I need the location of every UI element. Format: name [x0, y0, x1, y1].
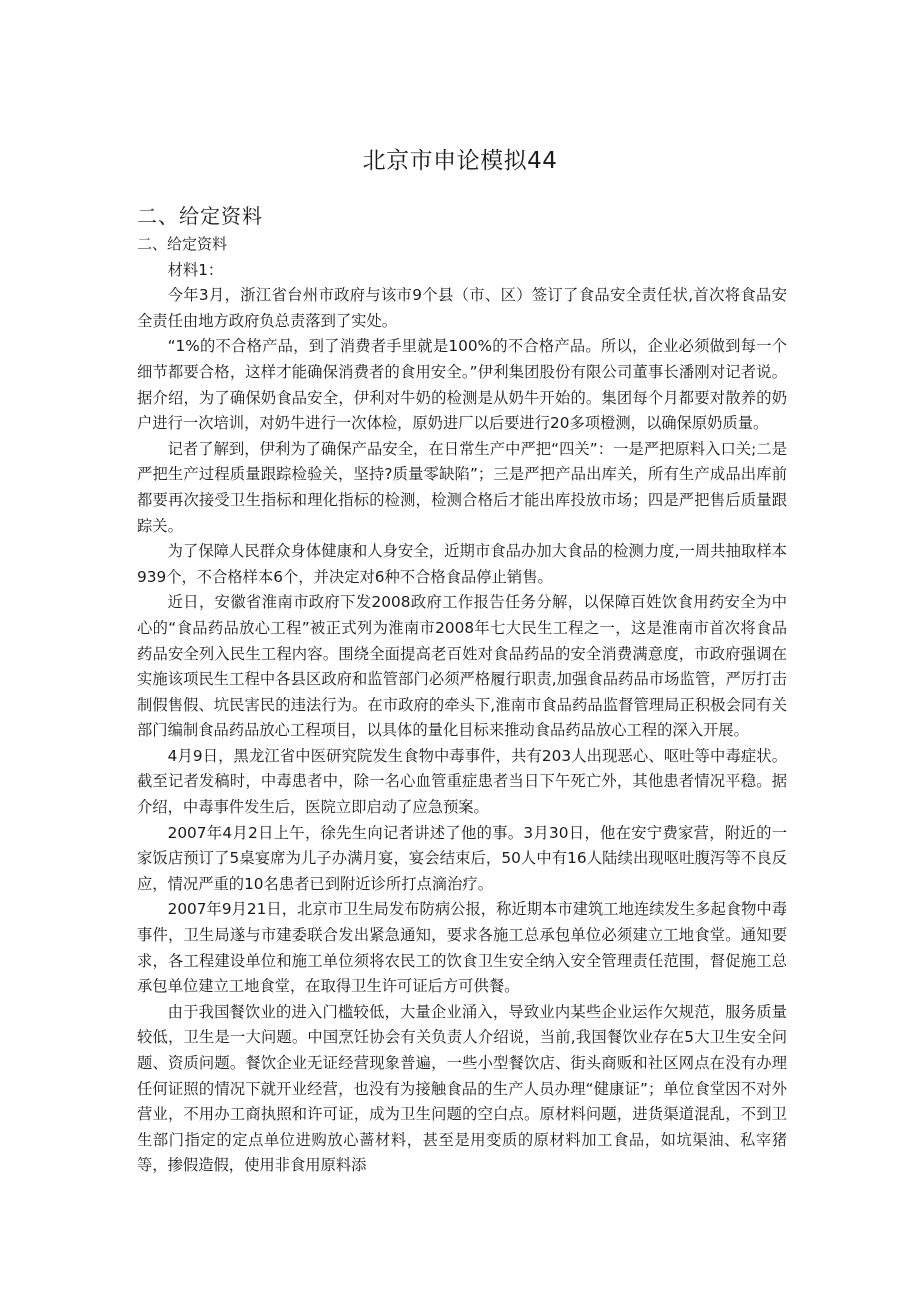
paragraph: 4月9日，黑龙江省中医研究院发生食物中毒事件，共有203人出现恶心、呕吐等中毒症状。截至记者发稿时，中毒患者中，除一名心血管重症患者当日下午死亡外，其他患者情况平稳。据介绍，中毒事件发生后，医院立即启动了应急预案。 [137, 746, 787, 817]
paragraph: 近日，安徽省淮南市政府下发2008政府工作报告任务分解，以保障百姓饮食用药安全为中心的“食品药品放心工程”被正式列为淮南市2008年七大民生工程之一，这是淮南市首次将食品药品安全列入民生工程内容。围绕全面提高老百姓对食品药品的安全消费满意度，市政府强调在实施该项民生工程中各县区政府和监管部门必须严格履行职责,加强食品药品市场监管，严厉打击制假售假、坑民害民的违法行为。在市政府的牵头下,淮南市食品药品监督管理局正积极会同有关部门编制食品药品放心工程项目，以具体的量化目标来推动食品药品放心工程的深入开展。 [137, 593, 787, 740]
paragraph: 2007年9月21日，北京市卫生局发布防病公报，称近期本市建筑工地连续发生多起食物中毒事件，卫生局遂与市建委联合发出紧急通知，要求各施工总承包单位必须建立工地食堂。通知要求，各工程建设单位和施工单位须将农民工的饮食卫生安全纳入安全管理责任范围，督促施工总承包单位建立工地食堂，在取得卫生许可证后方可供餐。 [137, 900, 787, 996]
paragraph: 2007年4月2日上午，徐先生向记者讲述了他的事。3月30日，他在安宁费家营，附近的一家饭店预订了5桌宴席为儿子办满月宴，宴会结束后，50人中有16人陆续出现呕吐腹泻等不良反应，情况严重的10名患者已到附近诊所打点滴治疗。 [137, 823, 787, 893]
sub-heading: 二、给定资料 [137, 235, 228, 253]
paragraph: 为了保障人民群众身体健康和人身安全，近期市食品办加大食品的检测力度,一周共抽取样本939个，不合格样本6个，并决定对6种不合格食品停止销售。 [137, 542, 787, 586]
section-heading: 二、给定资料 [137, 204, 263, 228]
document-body [137, 232, 787, 1179]
paragraph: 今年3月，浙江省台州市政府与该市9个县（市、区）签订了食品安全责任状,首次将食品安全责任由地方政府负总责落到了实处。 [137, 286, 787, 330]
document-title: 北京市申论模拟44 [362, 148, 558, 174]
material-label: 材料1： [167, 260, 224, 279]
paragraph: 由于我国餐饮业的进入门槛较低，大量企业涌入，导致业内某些企业运作欠规范，服务质量较低，卫生是一大问题。中国烹饪协会有关负责人介绍说，当前,我国餐饮业存在5大卫生安全问题、资质问题。餐饮企业无证经营现象普遍，一些小型餐饮店、街头商贩和社区网点在没有办理任何证照的情况下就开业经营，也没有为接触食品的生产人员办理“健康证”；单位食堂因不对外营业，不用办工商执照和许可证，成为卫生问题的空白点。原材料问题，进货渠道混乱，不到卫生部门指定的定点单位进购放心蔷材料，甚至是用变质的原材料加工食品，如坑渠油、私宰猪等，掺假造假，使用非食用原料添 [137, 1002, 787, 1175]
paragraph: 记者了解到，伊利为了确保产品安全，在日常生产中严把“四关”：一是严把原料入口关;二是严把生产过程质量跟踪检验关，坚持?质量零缺陷”；三是严把产品出库关，所有生产成品出库前都要再次接受卫生指标和理化指标的检测，检测合格后才能出库投放市场；四是严把售后质量跟踪关。 [137, 439, 787, 535]
paragraph: “1%的不合格产品，到了消费者手里就是100%的不合格产品。所以，企业必须做到每一个细节都要合格，这样才能确保消费者的食用安全。”伊利集团股份有限公司董事长潘刚对记者说。据介绍，为了确保奶食品安全，伊利对牛奶的检测是从奶牛开始的。集团每个月都要对散养的奶户进行一次培训，对奶牛进行一次体检，原奶进厂以后要进行20多项橙测，以确保原奶质量。 [137, 337, 787, 433]
